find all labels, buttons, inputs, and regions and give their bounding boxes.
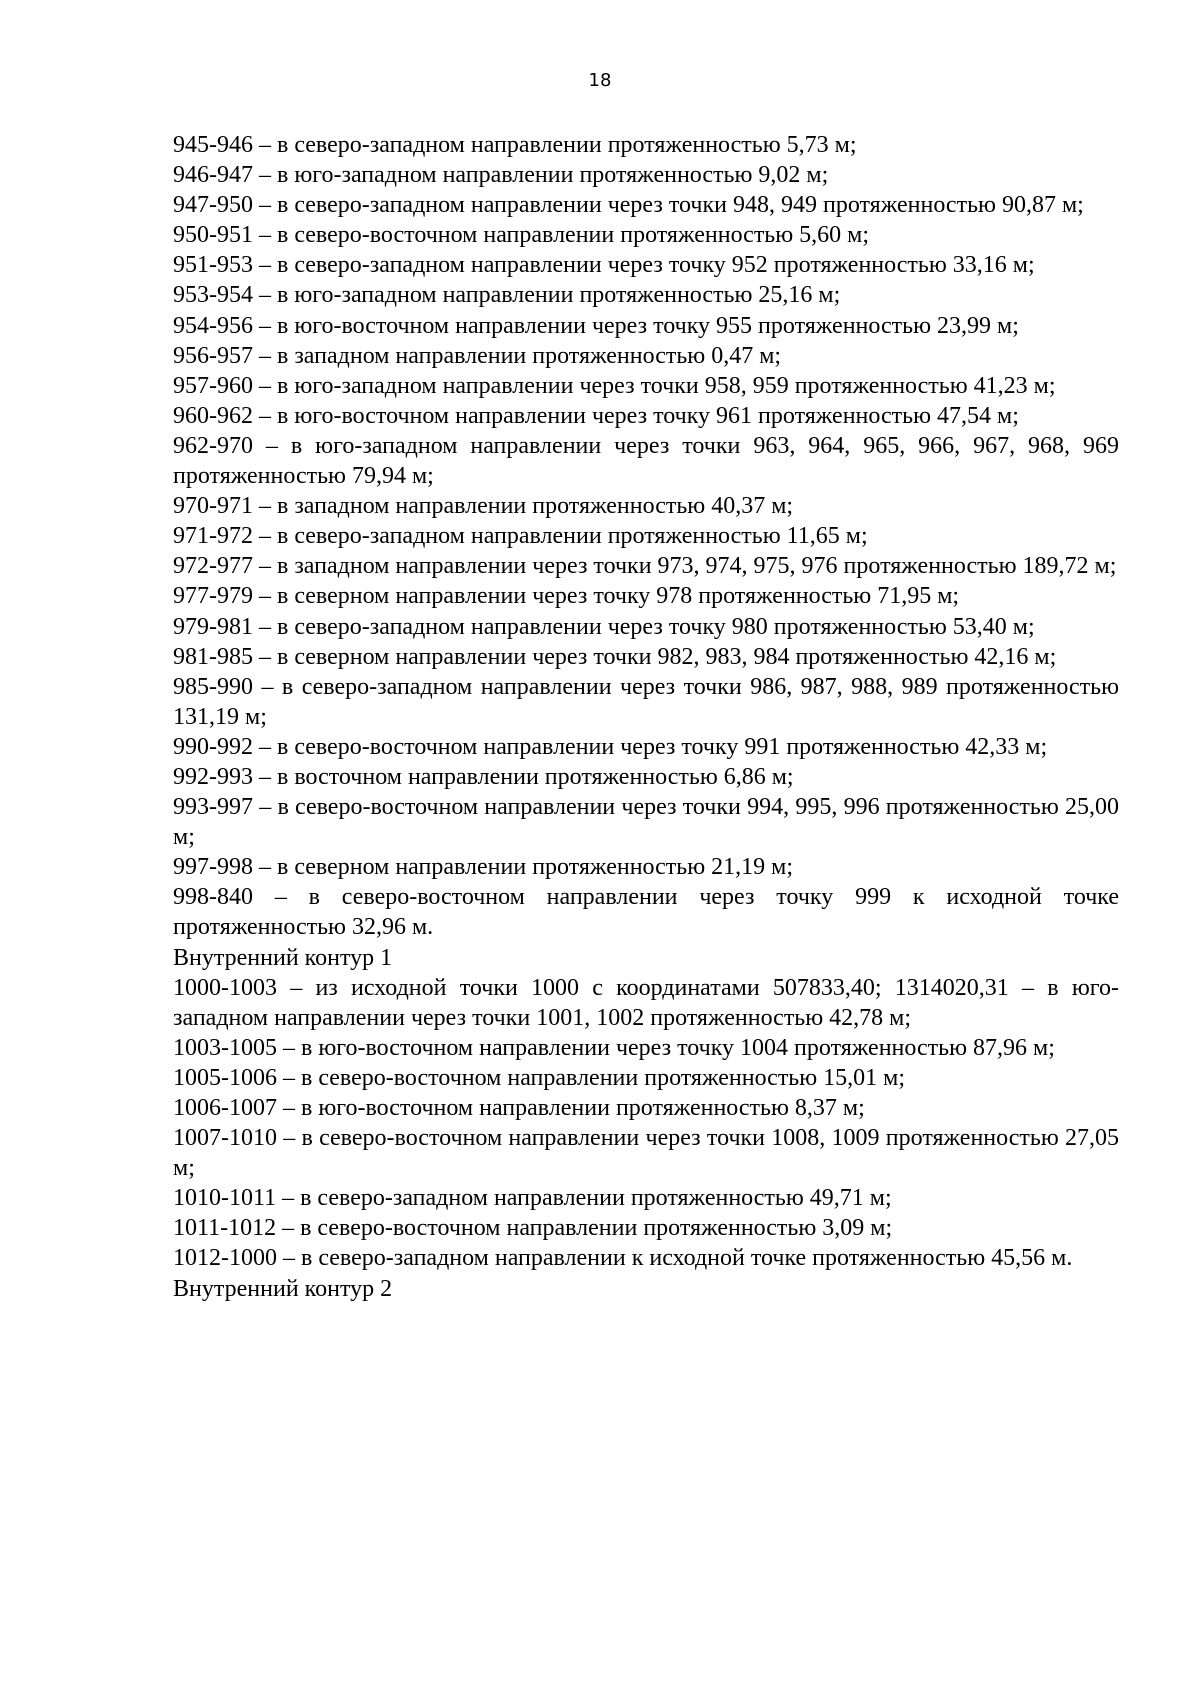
boundary-segment-line: 1006-1007 – в юго-восточном направлении протяженностью 8,37 м; [173,1095,865,1121]
document-body [173,130,1119,1304]
boundary-segment-line: 962-970 – в юго-западном направлении через точки 963, 964, 965, 966, 967, 968, 969 протяженностью 79,94 м; [173,432,1119,490]
boundary-segment-line: 1000-1003 – из исходной точки 1000 с координатами 507833,40; 1314020,31 – в юго-западном направлении через точки 1001, 1002 протяженностью 42,78 м; [173,974,1119,1031]
boundary-segment-line: 977-979 – в северном направлении через точку 978 протяженностью 71,95 м; [173,583,960,610]
boundary-segment-line: 945-946 – в северо-западном направлении протяженностью 5,73 м; [173,132,857,158]
boundary-segment-line: 1010-1011 – в северо-западном направлении протяженностью 49,71 м; [173,1185,892,1212]
boundary-segment-line: 972-977 – в западном направлении через точки 973, 974, 975, 976 протяженностью 189,72 м; [173,553,1117,580]
boundary-segment-line: 956-957 – в западном направлении протяженностью 0,47 м; [173,342,782,369]
boundary-segment-line: 1005-1006 – в северо-восточном направлении протяженностью 15,01 м; [173,1064,906,1091]
boundary-segment-line: 957-960 – в юго-западном направлении через точки 958, 959 протяженностью 41,23 м; [173,372,1056,399]
boundary-segment-line: 953-954 – в юго-западном направлении протяженностью 25,16 м; [173,282,841,309]
boundary-segment-line: 960-962 – в юго-восточном направлении через точку 961 протяженностью 47,54 м; [173,402,1019,429]
boundary-segment-line: 954-956 – в юго-восточном направлении через точку 955 протяженностью 23,99 м; [173,312,1019,339]
boundary-segment-line: 1003-1005 – в юго-восточном направлении через точку 1004 протяженностью 87,96 м; [173,1034,1055,1061]
section-heading: Внутренний контур 1 [173,944,393,971]
boundary-segment-line: 981-985 – в северном направлении через точки 982, 983, 984 протяженностью 42,16 м; [173,643,1057,670]
boundary-segment-line: 990-992 – в северо-восточном направлении через точку 991 протяженностью 42,33 м; [173,733,1048,760]
boundary-segment-line: 946-947 – в юго-западном направлении протяженностью 9,02 м; [173,162,829,189]
boundary-segment-line: 971-972 – в северо-западном направлении протяженностью 11,65 м; [173,523,868,550]
section-heading: Внутренний контур 2 [173,1275,393,1302]
boundary-segment-line: 1011-1012 – в северо-восточном направлении протяженностью 3,09 м; [173,1215,893,1242]
page-number: 18 [588,70,612,91]
boundary-segment-line: 992-993 – в восточном направлении протяженностью 6,86 м; [173,763,794,790]
boundary-segment-line: 985-990 – в северо-западном направлении через точки 986, 987, 988, 989 протяженностью 131,19 м; [173,673,1119,730]
boundary-segment-line: 951-953 – в северо-западном направлении через точку 952 протяженностью 33,16 м; [173,252,1035,279]
boundary-segment-line: 1007-1010 – в северо-восточном направлении через точки 1008, 1009 протяженностью 27,05 м; [173,1125,1119,1182]
boundary-segment-line: 997-998 – в северном направлении протяженностью 21,19 м; [173,854,794,881]
boundary-segment-line: 979-981 – в северо-западном направлении через точку 980 протяженностью 53,40 м; [173,613,1035,640]
boundary-segment-line: 947-950 – в северо-западном направлении через точки 948, 949 протяженностью 90,87 м; [173,192,1084,219]
boundary-segment-line: 970-971 – в западном направлении протяженностью 40,37 м; [173,493,794,520]
boundary-segment-line: 1012-1000 – в северо-западном направлении к исходной точке протяженностью 45,56 м. [173,1245,1073,1272]
boundary-segment-line: 993-997 – в северо-восточном направлении через точки 994, 995, 996 протяженностью 25,00 м; [173,794,1119,851]
boundary-segment-line: 950-951 – в северо-восточном направлении протяженностью 5,60 м; [173,222,870,249]
boundary-segment-line: 998-840 – в северо-восточном направлении через точку 999 к исходной точке протяженностью 32,96 м. [173,884,1119,941]
